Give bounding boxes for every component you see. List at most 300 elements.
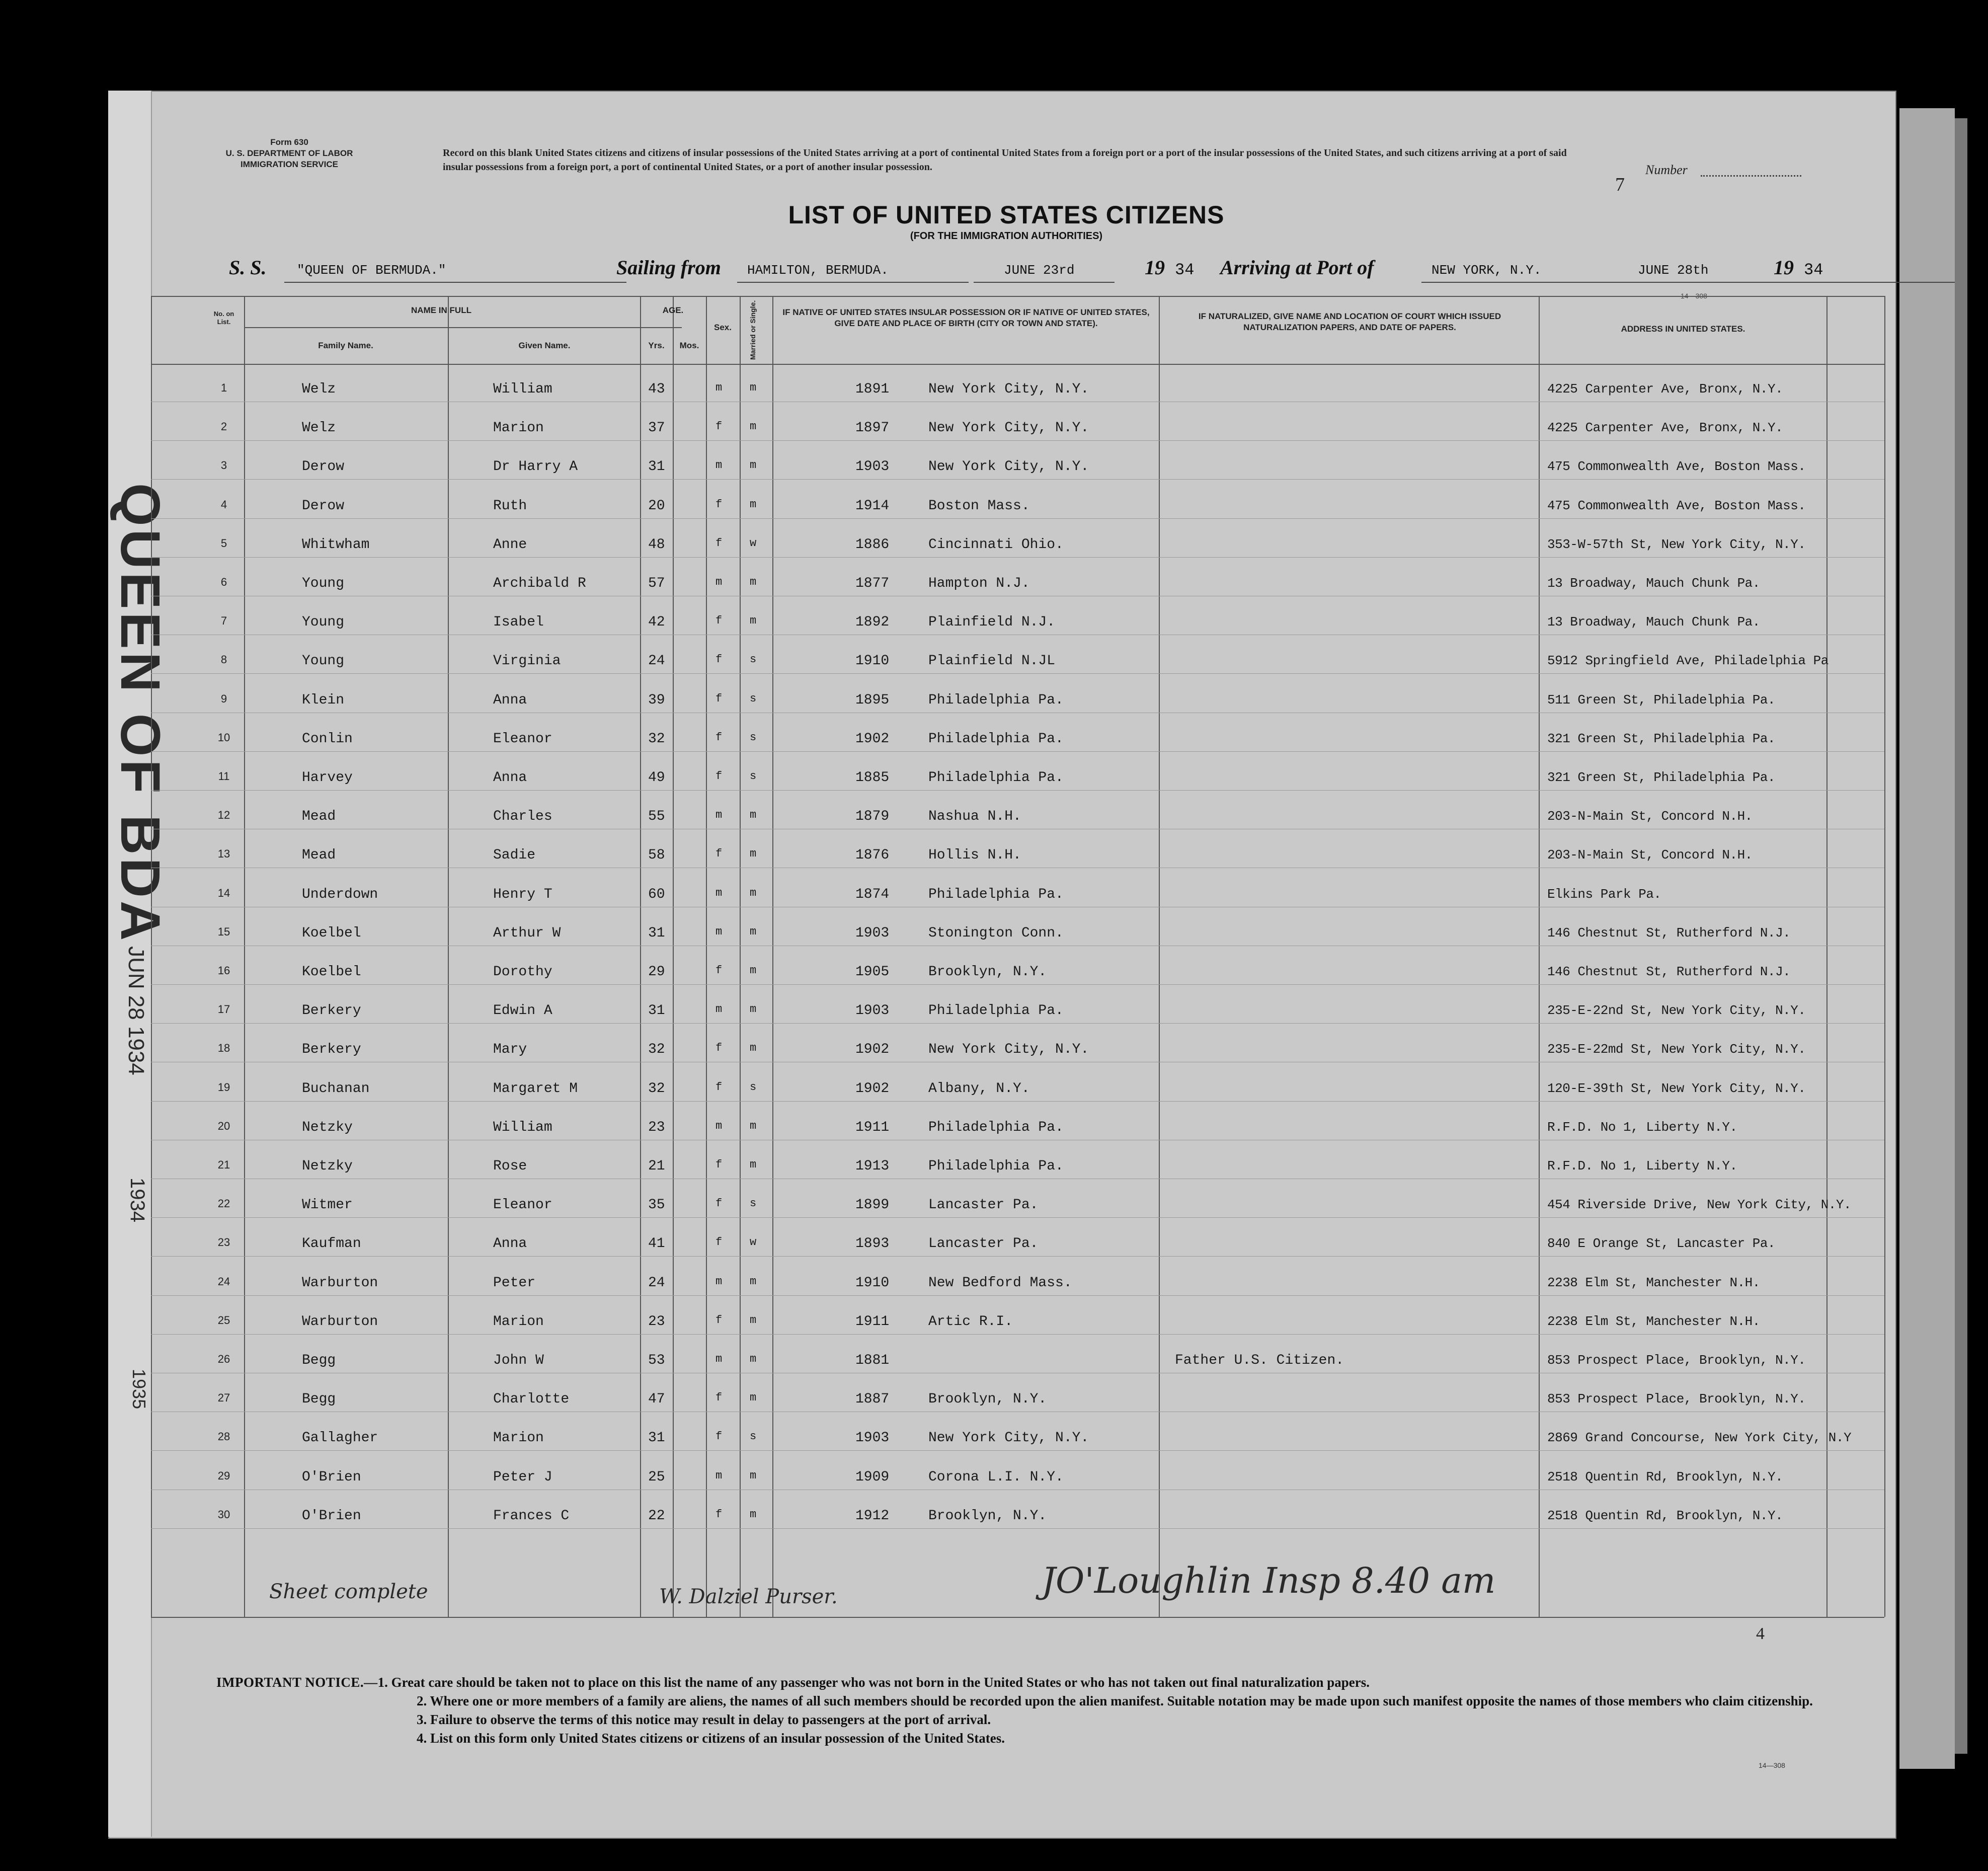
family-name-cell: O'Brien: [302, 1508, 361, 1524]
row-rule: [151, 751, 1884, 752]
sex-cell: m: [715, 459, 723, 472]
marital-status-cell: m: [750, 1313, 757, 1327]
passenger-table: [151, 296, 1884, 1617]
sex-cell: m: [715, 1275, 723, 1288]
age-cell: 42: [648, 614, 665, 631]
row-number-cell: 9: [220, 692, 227, 705]
birth-place-cell: Brooklyn, N.Y.: [928, 1508, 1047, 1524]
header-address: ADDRESS IN UNITED STATES.: [1621, 324, 1745, 334]
row-rule: [151, 673, 1884, 674]
row-rule: [151, 1101, 1884, 1102]
given-name-cell: Sadie: [493, 847, 536, 864]
address-cell: 2238 Elm St, Manchester N.H.: [1547, 1313, 1760, 1329]
family-name-cell: Witmer: [302, 1197, 353, 1213]
address-cell: R.F.D. No 1, Liberty N.Y.: [1547, 1158, 1737, 1174]
marital-status-cell: m: [750, 420, 757, 433]
family-name-cell: Young: [302, 653, 345, 669]
birth-year-cell: 1879: [855, 809, 890, 825]
birth-year-cell: 1902: [855, 1042, 890, 1058]
birth-year-cell: 1895: [855, 692, 890, 708]
age-cell: 43: [648, 381, 665, 397]
sex-cell: m: [715, 809, 723, 822]
marital-status-cell: m: [750, 459, 757, 472]
age-cell: 35: [648, 1197, 665, 1213]
address-cell: 4225 Carpenter Ave, Bronx, N.Y.: [1547, 420, 1783, 436]
family-name-cell: Whitwham: [302, 536, 370, 553]
notice-item: 4. List on this form only United States citizens or citizens of an insular possession of the United States.: [417, 1731, 1005, 1746]
header-naturalized: IF NATURALIZED, GIVE NAME AND LOCATION OF COURT WHICH ISSUED NATURALIZATION PAPERS, AND DATE OF PAPERS.: [1198, 311, 1501, 332]
given-name-cell: Frances C: [493, 1508, 570, 1524]
form-code: 14—308: [1681, 292, 1707, 300]
marital-status-cell: s: [750, 770, 757, 783]
department: U. S. DEPARTMENT OF LABOR: [225, 148, 353, 158]
given-name-cell: Peter: [493, 1275, 536, 1291]
family-name-cell: Young: [302, 576, 345, 591]
row-rule: [151, 1528, 1884, 1529]
marital-status-cell: m: [750, 1275, 757, 1288]
marital-status-cell: s: [750, 731, 757, 744]
address-cell: 511 Green St, Philadelphia Pa.: [1547, 692, 1776, 708]
birth-year-cell: 1905: [855, 964, 890, 980]
birth-place-cell: Boston Mass.: [928, 498, 1030, 514]
given-name-cell: William: [493, 381, 552, 397]
birth-place-cell: New York City, N.Y.: [928, 420, 1089, 436]
address-cell: R.F.D. No 1, Liberty N.Y.: [1547, 1119, 1737, 1135]
punch-hole: [50, 1067, 72, 1089]
inspector-signature: JO'Loughlin Insp 8.40 am: [1042, 1560, 1496, 1601]
arrival-port: NEW YORK, N.Y.: [1432, 263, 1542, 278]
birth-place-cell: Philadelphia Pa.: [928, 1119, 1064, 1135]
row-rule: [151, 557, 1884, 558]
row-number-cell: 2: [220, 420, 227, 433]
address-cell: 353-W-57th St, New York City, N.Y.: [1547, 536, 1806, 552]
given-name-cell: John W: [493, 1353, 544, 1368]
row-number-cell: 13: [217, 847, 230, 861]
age-cell: 49: [648, 770, 665, 786]
age-cell: 29: [648, 964, 665, 980]
age-cell: 25: [648, 1469, 665, 1485]
family-name-cell: Derow: [302, 498, 345, 514]
sex-cell: f: [715, 1080, 723, 1094]
birth-year-cell: 1893: [855, 1236, 890, 1252]
birth-place-cell: Albany, N.Y.: [928, 1080, 1030, 1097]
header-family-name: Family Name.: [318, 341, 373, 350]
address-cell: Elkins Park Pa.: [1547, 886, 1661, 902]
given-name-cell: Peter J: [493, 1469, 552, 1485]
marital-status-cell: m: [750, 1508, 757, 1521]
sex-cell: f: [715, 420, 723, 433]
marital-status-cell: s: [750, 692, 757, 705]
age-cell: 31: [648, 1430, 665, 1446]
row-number-cell: 30: [217, 1508, 230, 1521]
family-name-cell: Berkery: [302, 1003, 361, 1019]
address-cell: 2518 Quentin Rd, Brooklyn, N.Y.: [1547, 1469, 1783, 1485]
given-name-cell: Ruth: [493, 498, 527, 514]
row-number-cell: 29: [217, 1469, 230, 1482]
col-border: [673, 296, 674, 1617]
given-name-cell: Dr Harry A: [493, 459, 578, 475]
birth-year-cell: 1897: [855, 420, 890, 436]
sailing-underline: [737, 282, 969, 283]
address-cell: 853 Prospect Place, Brooklyn, N.Y.: [1547, 1391, 1806, 1407]
address-cell: 203-N-Main St, Concord N.H.: [1547, 809, 1753, 824]
birth-place-cell: Lancaster Pa.: [928, 1236, 1039, 1252]
col-border: [1826, 296, 1827, 1617]
punch-hole: [50, 614, 72, 636]
col-border: [1159, 296, 1160, 1617]
family-name-cell: Buchanan: [302, 1080, 370, 1097]
family-name-cell: Netzky: [302, 1119, 353, 1135]
col-border: [772, 296, 773, 1617]
sex-cell: f: [715, 1313, 723, 1327]
page-subtitle: (FOR THE IMMIGRATION AUTHORITIES): [910, 230, 1103, 242]
marital-status-cell: m: [750, 809, 757, 822]
age-cell: 58: [648, 847, 665, 864]
family-name-cell: Netzky: [302, 1158, 353, 1174]
family-name-cell: Klein: [302, 692, 345, 708]
age-cell: 57: [648, 576, 665, 591]
header-given-name: Given Name.: [518, 341, 571, 350]
age-cell: 60: [648, 886, 665, 902]
age-cell: 53: [648, 1353, 665, 1368]
birth-year-cell: 1911: [855, 1119, 890, 1135]
marital-status-cell: m: [750, 847, 757, 861]
marital-status-cell: m: [750, 964, 757, 977]
age-cell: 23: [648, 1119, 665, 1135]
birth-place-cell: Hollis N.H.: [928, 847, 1021, 864]
address-cell: 146 Chestnut St, Rutherford N.J.: [1547, 964, 1791, 979]
row-number-cell: 23: [217, 1236, 230, 1249]
table-top-border: [151, 296, 1884, 297]
birth-year-cell: 1903: [855, 925, 890, 941]
sex-cell: f: [715, 1197, 723, 1210]
birth-place-cell: New Bedford Mass.: [928, 1275, 1072, 1291]
col-border: [448, 296, 449, 1617]
birth-place-cell: Stonington Conn.: [928, 925, 1064, 941]
age-cell: 55: [648, 809, 665, 825]
row-number-cell: 11: [218, 770, 230, 783]
birth-year-cell: 1886: [855, 536, 890, 553]
notice-item: 2. Where one or more members of a family are aliens, the names of all such members should be recorded upon the alien manifest. Suitable notation may be made upon such manifest opposite the names of those members who claim citizenship.: [417, 1693, 1813, 1708]
row-number-cell: 4: [220, 498, 227, 511]
col-border: [244, 296, 245, 1617]
family-name-cell: Begg: [302, 1391, 336, 1408]
address-cell: 235-E-22md St, New York City, N.Y.: [1547, 1042, 1806, 1057]
birth-place-cell: Philadelphia Pa.: [928, 692, 1064, 708]
row-number-cell: 12: [217, 809, 230, 822]
header-bottom-rule: [151, 364, 1884, 365]
given-name-cell: Charles: [493, 809, 552, 825]
birth-place-cell: New York City, N.Y.: [928, 381, 1089, 397]
row-rule: [151, 1256, 1884, 1257]
row-number-cell: 10: [217, 731, 230, 744]
given-name-cell: Mary: [493, 1042, 527, 1058]
birth-year-cell: 1899: [855, 1197, 890, 1213]
row-number-cell: 14: [217, 886, 230, 899]
family-name-cell: Mead: [302, 809, 336, 825]
address-cell: 5912 Springfield Ave, Philadelphia Pa: [1547, 653, 1828, 669]
marital-status-cell: m: [750, 381, 757, 394]
given-name-cell: Marion: [493, 1313, 544, 1330]
birth-place-cell: Hampton N.J.: [928, 576, 1030, 591]
birth-year-cell: 1910: [855, 1275, 890, 1291]
col-border: [640, 296, 641, 1617]
address-cell: 146 Chestnut St, Rutherford N.J.: [1547, 925, 1791, 941]
sex-cell: f: [715, 1430, 723, 1443]
number-label: Number: [1645, 163, 1688, 177]
birth-year-cell: 1891: [855, 381, 890, 397]
sailing-year: 34: [1175, 261, 1195, 279]
birth-year-cell: 1885: [855, 770, 890, 786]
row-rule: [151, 518, 1884, 519]
sex-cell: f: [715, 1042, 723, 1055]
header-native: IF NATIVE OF UNITED STATES INSULAR POSSESSION OR IF NATIVE OF UNITED STATES, GIVE DATE AND PLACE OF BIRTH (CITY OR TOWN AND STATE).: [782, 307, 1150, 328]
birth-place-cell: New York City, N.Y.: [928, 1042, 1089, 1058]
record-instructions: Record on this blank United States citizens and citizens of insular possessions of the United States arriving at a port of continental United States from a foreign port or a port of the insular possessions of the United States, and such citizens arriving at a port of said insular possessions from a foreign port, a port of continental United States, or a port of another insular possession.: [443, 147, 1567, 173]
address-cell: 840 E Orange St, Lancaster Pa.: [1547, 1236, 1776, 1252]
address-cell: 475 Commonwealth Ave, Boston Mass.: [1547, 498, 1806, 513]
sailing-label: Sailing from: [616, 256, 721, 279]
birth-year-cell: 1912: [855, 1508, 890, 1524]
number-line: [1701, 175, 1801, 177]
row-rule: [151, 1023, 1884, 1024]
naturalization-cell: Father U.S. Citizen.: [1175, 1353, 1344, 1368]
birth-year-cell: 1909: [855, 1469, 890, 1485]
birth-year-cell: 1910: [855, 653, 890, 669]
family-name-cell: Welz: [302, 381, 336, 397]
row-number-cell: 21: [217, 1158, 230, 1171]
margin-mark: 1935: [129, 1369, 149, 1410]
family-name-cell: Welz: [302, 420, 336, 436]
marital-status-cell: m: [750, 1353, 757, 1365]
col-border: [1884, 296, 1885, 1617]
birth-place-cell: Plainfield N.J.: [928, 614, 1056, 631]
given-name-cell: Anna: [493, 692, 527, 708]
age-cell: 31: [648, 459, 665, 475]
given-name-cell: Marion: [493, 420, 544, 436]
given-name-cell: Eleanor: [493, 1197, 552, 1213]
row-rule: [151, 1217, 1884, 1218]
row-number-cell: 6: [220, 576, 227, 588]
col-border: [1539, 296, 1540, 1617]
sex-cell: f: [715, 614, 723, 628]
birth-year-cell: 1876: [855, 847, 890, 864]
important-notice: [216, 1673, 1852, 1748]
age-cell: 31: [648, 925, 665, 941]
marital-status-cell: m: [750, 1003, 757, 1016]
birth-place-cell: Lancaster Pa.: [928, 1197, 1039, 1213]
row-rule: [151, 790, 1884, 791]
birth-year-cell: 1903: [855, 1430, 890, 1446]
family-name-cell: Koelbel: [302, 925, 361, 941]
header-mos: Mos.: [679, 341, 699, 350]
family-name-cell: Mead: [302, 847, 336, 864]
birth-place-cell: New York City, N.Y.: [928, 459, 1089, 475]
birth-place-cell: Philadelphia Pa.: [928, 1003, 1064, 1019]
age-cell: 47: [648, 1391, 665, 1408]
punch-hole: [50, 1505, 72, 1527]
birth-year-cell: 1877: [855, 576, 890, 591]
address-cell: 475 Commonwealth Ave, Boston Mass.: [1547, 459, 1806, 475]
header-age: AGE.: [662, 305, 684, 315]
row-number-cell: 20: [217, 1119, 230, 1132]
row-number-cell: 24: [217, 1275, 230, 1288]
sex-cell: f: [715, 536, 723, 550]
sex-cell: f: [715, 1158, 723, 1171]
notice-code: 14—308: [1759, 1761, 1785, 1769]
birth-place-cell: Philadelphia Pa.: [928, 770, 1064, 786]
row-number-cell: 3: [220, 459, 227, 472]
age-cell: 32: [648, 1042, 665, 1058]
arriving-label: Arriving at Port of: [1220, 256, 1374, 279]
birth-year-cell: 1887: [855, 1391, 890, 1408]
given-name-cell: Isabel: [493, 614, 544, 631]
address-cell: 4225 Carpenter Ave, Bronx, N.Y.: [1547, 381, 1783, 397]
birth-place-cell: Nashua N.H.: [928, 809, 1021, 825]
marital-status-cell: w: [750, 536, 757, 550]
purser-signature: W. Dalziel Purser.: [659, 1585, 838, 1608]
sex-cell: m: [715, 1003, 723, 1016]
birth-place-cell: Brooklyn, N.Y.: [928, 1391, 1047, 1408]
sailing-date: JUNE 23rd: [1004, 263, 1075, 278]
marital-status-cell: m: [750, 1391, 757, 1405]
date-stamp-secondary: 1934: [126, 1178, 148, 1222]
col-border: [706, 296, 707, 1617]
row-number-cell: 22: [217, 1197, 230, 1210]
birth-place-cell: Philadelphia Pa.: [928, 731, 1064, 747]
sex-cell: m: [715, 886, 723, 899]
address-cell: 120-E-39th St, New York City, N.Y.: [1547, 1080, 1806, 1096]
ss-label: S. S.: [229, 256, 267, 279]
marital-status-cell: s: [750, 1197, 757, 1210]
family-name-cell: Warburton: [302, 1313, 378, 1330]
address-cell: 235-E-22nd St, New York City, N.Y.: [1547, 1003, 1806, 1019]
age-cell: 22: [648, 1508, 665, 1524]
given-name-cell: Rose: [493, 1158, 527, 1174]
header-married-single: Married or Single.: [749, 300, 757, 360]
ship-underline: [284, 282, 626, 283]
row-rule: [151, 1334, 1884, 1335]
address-cell: 321 Green St, Philadelphia Pa.: [1547, 770, 1776, 785]
marital-status-cell: m: [750, 576, 757, 588]
birth-year-cell: 1892: [855, 614, 890, 631]
marital-status-cell: m: [750, 498, 757, 511]
family-name-cell: O'Brien: [302, 1469, 361, 1485]
given-name-cell: Eleanor: [493, 731, 552, 747]
age-cell: 39: [648, 692, 665, 708]
given-name-cell: Anna: [493, 770, 527, 786]
marital-status-cell: s: [750, 1080, 757, 1094]
voyage-line: [229, 256, 1839, 286]
marital-status-cell: m: [750, 886, 757, 899]
birth-place-cell: Brooklyn, N.Y.: [928, 964, 1047, 980]
family-name-cell: Kaufman: [302, 1236, 361, 1252]
given-name-cell: William: [493, 1119, 552, 1135]
birth-place-cell: Cincinnati Ohio.: [928, 536, 1064, 553]
address-cell: 853 Prospect Place, Brooklyn, N.Y.: [1547, 1353, 1806, 1368]
marital-status-cell: w: [750, 1236, 757, 1249]
age-cell: 41: [648, 1236, 665, 1252]
binding-edge: [1899, 108, 1955, 1769]
sex-cell: f: [715, 1508, 723, 1521]
sex-cell: f: [715, 847, 723, 861]
given-name-cell: Dorothy: [493, 964, 552, 980]
age-cell: 24: [648, 1275, 665, 1291]
marital-status-cell: s: [750, 1430, 757, 1443]
sex-cell: f: [715, 653, 723, 666]
sex-cell: f: [715, 498, 723, 511]
given-name-cell: Margaret M: [493, 1080, 578, 1097]
sheet-complete-note: Sheet complete: [269, 1580, 428, 1603]
arrival-year: 34: [1804, 261, 1823, 279]
sex-cell: m: [715, 1119, 723, 1132]
page-number: 4: [1756, 1624, 1765, 1643]
birth-place-cell: Corona L.I. N.Y.: [928, 1469, 1064, 1485]
header-no-on-list: No. on List.: [213, 310, 234, 326]
page-title: LIST OF UNITED STATES CITIZENS: [788, 201, 1225, 229]
row-number-cell: 15: [217, 925, 230, 938]
family-name-cell: Gallagher: [302, 1430, 378, 1446]
sex-cell: m: [715, 1353, 723, 1365]
col-border: [740, 296, 741, 1617]
form-number: Form 630: [270, 137, 308, 147]
row-number-cell: 25: [217, 1313, 230, 1327]
address-cell: 321 Green St, Philadelphia Pa.: [1547, 731, 1776, 746]
age-cell: 37: [648, 420, 665, 436]
row-rule: [151, 984, 1884, 985]
birth-year-cell: 1874: [855, 886, 890, 902]
given-name-cell: Henry T: [493, 886, 552, 902]
birth-place-cell: Artic R.I.: [928, 1313, 1013, 1330]
sex-cell: f: [715, 1236, 723, 1249]
sex-cell: f: [715, 692, 723, 705]
family-name-cell: Berkery: [302, 1042, 361, 1058]
sailing-year-prefix: 19: [1145, 256, 1165, 279]
given-name-cell: Marion: [493, 1430, 544, 1446]
row-number-cell: 1: [220, 381, 227, 394]
birth-place-cell: Philadelphia Pa.: [928, 1158, 1064, 1174]
row-rule: [151, 440, 1884, 441]
arrival-underline: [1421, 282, 1955, 283]
arrival-year-prefix: 19: [1774, 256, 1794, 279]
row-rule: [151, 479, 1884, 480]
row-number-cell: 26: [217, 1353, 230, 1365]
row-number-cell: 28: [217, 1430, 230, 1443]
row-number-cell: 19: [217, 1080, 230, 1094]
ship-stamp: QUEEN OF BDA: [109, 483, 171, 944]
family-name-cell: Begg: [302, 1353, 336, 1368]
family-name-cell: Derow: [302, 459, 345, 475]
sex-cell: m: [715, 1469, 723, 1482]
form-header: [204, 137, 375, 170]
given-name-cell: Anna: [493, 1236, 527, 1252]
row-number-cell: 7: [220, 614, 227, 628]
row-rule: [151, 1295, 1884, 1296]
marital-status-cell: m: [750, 925, 757, 938]
age-cell: 21: [648, 1158, 665, 1174]
family-name-cell: Harvey: [302, 770, 353, 786]
sex-cell: f: [715, 964, 723, 977]
given-name-cell: Archibald R: [493, 576, 586, 591]
address-cell: 454 Riverside Drive, New York City, N.Y.: [1547, 1197, 1852, 1213]
address-cell: 2518 Quentin Rd, Brooklyn, N.Y.: [1547, 1508, 1783, 1523]
row-number-cell: 27: [217, 1391, 230, 1405]
name-subheader-rule: [244, 327, 682, 328]
sex-cell: f: [715, 770, 723, 783]
sex-cell: f: [715, 1391, 723, 1405]
age-cell: 20: [648, 498, 665, 514]
sailing-from: HAMILTON, BERMUDA.: [747, 263, 889, 278]
